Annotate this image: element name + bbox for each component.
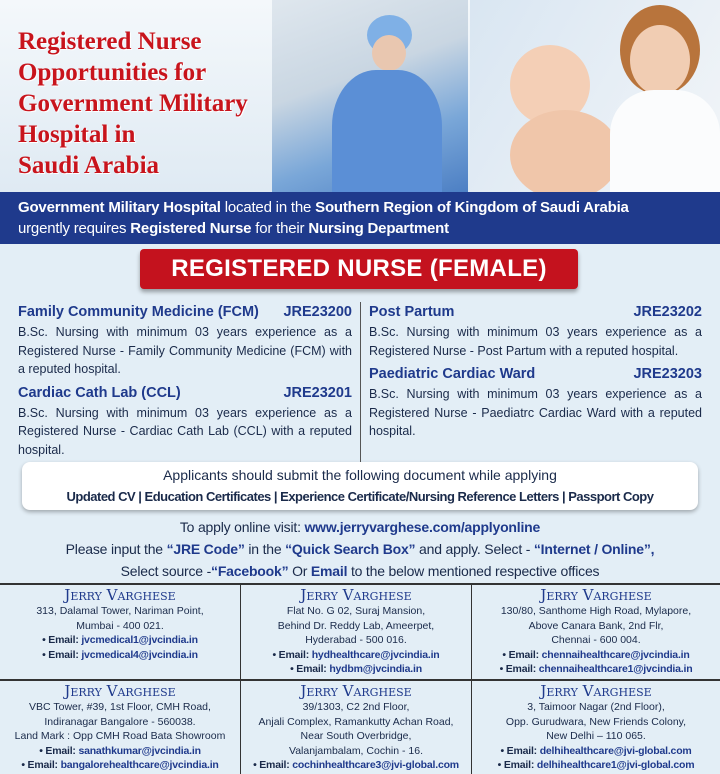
job-fcm	[18, 302, 352, 379]
office-email	[0, 744, 240, 759]
email-label: • Email:	[499, 663, 539, 675]
job-description: B.Sc. Nursing with minimum 03 years experience as a Registered Nurse - Cardiac Cath Lab (CCL) with a reputed hospital.	[18, 405, 352, 457]
office-email	[472, 662, 720, 677]
apply-text: To apply online visit:	[179, 519, 305, 535]
email-label: • Email:	[290, 663, 330, 675]
email-link[interactable]: jvcmedical4@jvcindia.in	[81, 648, 198, 661]
apply-text: and apply. Select -	[415, 541, 534, 557]
office-card	[472, 681, 720, 774]
header	[0, 0, 720, 192]
office-card	[241, 585, 472, 681]
intro-text: Southern Region of Kingdom of Saudi Arabia	[315, 199, 629, 216]
intro-text: urgently requires	[18, 220, 131, 237]
email-link[interactable]: bangalorehealthcare@jvcindia.in	[60, 759, 219, 771]
email-link[interactable]: jvcmedical1@jvcindia.in	[81, 634, 198, 646]
office-address-line: Chennai - 600 004.	[551, 634, 641, 646]
office-address-line: Above Canara Bank, 2nd Flr,	[528, 619, 664, 632]
job-ccl	[18, 383, 352, 460]
office-address-line: Mumbai - 400 021.	[76, 619, 164, 632]
surgeon-photo	[272, 0, 468, 192]
email-label: • Email:	[497, 759, 537, 771]
office-email	[472, 744, 720, 759]
job-title: Post Partum	[369, 304, 455, 320]
apply-text: in the	[244, 541, 286, 557]
office-address-line: New Delhi – 110 065.	[546, 730, 646, 742]
job-list	[18, 302, 702, 463]
office-name: Jerry Varghese	[300, 586, 412, 604]
job-paediatric-cardiac	[369, 364, 702, 441]
email-label: • Email:	[21, 759, 61, 771]
office-name: Jerry Varghese	[540, 586, 652, 604]
email-link[interactable]: hydbm@jvcindia.in	[329, 663, 422, 675]
apply-text: “Facebook”	[211, 563, 289, 579]
office-email	[0, 648, 240, 663]
intro-text: Government Military Hospital	[18, 199, 221, 216]
apply-text: Or	[288, 563, 311, 579]
apply-text: “JRE Code”	[166, 541, 245, 557]
job-code: JRE23200	[283, 304, 352, 320]
office-address-line: Anjali Complex, Ramankutty Achan Road,	[258, 715, 454, 728]
office-address-line: 313, Dalamal Tower, Nariman Point,	[36, 605, 204, 617]
office-email	[0, 633, 240, 648]
email-link[interactable]: chennaihealthcare1@jvcindia.in	[538, 663, 693, 675]
intro-text: located in the	[220, 199, 316, 216]
job-title: Family Community Medicine (FCM)	[18, 304, 259, 320]
email-link[interactable]: delhihealthcare@jvi-global.com	[539, 744, 692, 757]
office-email	[241, 648, 471, 663]
email-label: • Email:	[502, 648, 542, 661]
intro-band	[0, 192, 720, 244]
office-name: Jerry Varghese	[300, 682, 412, 700]
office-address-line: 3, Taimoor Nagar (2nd Floor),	[527, 701, 665, 713]
office-card	[241, 681, 472, 774]
apply-text: to the below mentioned respective offices	[347, 563, 600, 579]
office-email	[241, 662, 471, 677]
job-description: B.Sc. Nursing with minimum 03 years experience as a Registered Nurse - Family Community Medicine (FCM) with a reputed hospital.	[18, 325, 352, 376]
job-post-partum	[369, 302, 702, 360]
job-title: Paediatric Cardiac Ward	[369, 366, 536, 382]
email-link[interactable]: sanathkumar@jvcindia.in	[78, 744, 201, 757]
email-label: • Email:	[42, 634, 82, 646]
headline-line: Government Military	[18, 90, 248, 117]
email-label: • Email:	[500, 744, 540, 757]
intro-text: for their	[251, 220, 309, 237]
office-name: Jerry Varghese	[540, 682, 652, 700]
office-address-line: Indiranagar Bangalore - 560038.	[44, 715, 196, 728]
office-address-line: Flat No. G 02, Suraj Mansion,	[286, 605, 426, 617]
job-code: JRE23202	[633, 304, 702, 320]
office-email	[472, 648, 720, 663]
apply-text: “Quick Search Box”	[285, 541, 416, 557]
documents-intro: Applicants should submit the following document while applying	[163, 467, 557, 483]
job-code: JRE23201	[283, 384, 352, 401]
apply-link[interactable]: www.jerryvarghese.com/applyonline	[304, 519, 541, 535]
office-card	[472, 585, 720, 681]
office-address-line: Land Mark : Opp CMH Road Bata Showroom	[14, 730, 226, 742]
apply-text: Email	[310, 563, 348, 579]
intro-text: Registered Nurse	[130, 220, 252, 237]
email-label: • Email:	[42, 648, 82, 661]
nurse-baby-photo	[470, 0, 720, 192]
email-label: • Email:	[272, 648, 312, 661]
headline-line: Opportunities for	[18, 59, 207, 86]
email-link[interactable]: hydhealthcare@jvcindia.in	[311, 648, 440, 661]
office-email	[472, 758, 720, 773]
office-address-line: Near South Overbridge,	[300, 730, 412, 742]
office-address-line: 39/1303, C2 2nd Floor,	[302, 701, 410, 713]
office-address-line: Behind Dr. Reddy Lab, Ameerpet,	[277, 619, 435, 632]
office-address-line: VBC Tower, #39, 1st Floor, CMH Road,	[29, 701, 211, 713]
apply-text: “Internet / Online”,	[533, 541, 655, 557]
documents-box	[22, 462, 698, 510]
email-link[interactable]: delhihealthcare1@jvi-global.com	[536, 759, 695, 771]
office-address-line: Valanjambalam, Cochin - 16.	[288, 744, 424, 757]
headline-line: Registered Nurse	[18, 28, 202, 55]
email-label: • Email:	[253, 759, 293, 771]
apply-text: Select source -	[120, 563, 212, 579]
office-address-line: Hyderabad - 500 016.	[305, 634, 407, 646]
email-label: • Email:	[39, 744, 79, 757]
job-description: B.Sc. Nursing with minimum 03 years experience as a Registered Nurse - Paediatrc Cardiac Ward with a reputed hospital.	[369, 387, 702, 438]
position-banner: REGISTERED NURSE (FEMALE)	[140, 249, 578, 289]
documents-list: Updated CV | Education Certificates | Experience Certificate/Nursing Reference Letters | Passport Copy	[66, 489, 654, 504]
office-card	[0, 585, 241, 681]
job-column-left	[18, 302, 352, 463]
apply-instructions	[0, 516, 720, 582]
email-link[interactable]: chennaihealthcare@jvcindia.in	[541, 648, 690, 661]
office-address-line: Opp. Gurudwara, New Friends Colony,	[505, 715, 687, 728]
apply-text: Please input the	[65, 541, 167, 557]
headline-line: Saudi Arabia	[18, 152, 160, 179]
headline	[18, 26, 270, 181]
job-title: Cardiac Cath Lab (CCL)	[18, 384, 181, 401]
office-email	[0, 758, 240, 773]
job-description: B.Sc. Nursing with minimum 03 years experience as a Registered Nurse - Post Partum with a reputed hospital.	[369, 325, 702, 358]
office-address-line: 130/80, Santhome High Road, Mylapore,	[500, 605, 692, 617]
office-name: Jerry Varghese	[64, 586, 176, 604]
office-email	[241, 758, 471, 773]
office-card	[0, 681, 241, 774]
office-grid	[0, 583, 720, 774]
intro-text: Nursing Department	[308, 220, 449, 237]
job-code: JRE23203	[633, 366, 702, 382]
headline-line: Hospital in	[18, 121, 136, 148]
office-name: Jerry Varghese	[64, 682, 176, 700]
job-column-right	[360, 302, 702, 463]
email-link[interactable]: cochinhealthcare3@jvi-global.com	[292, 759, 459, 771]
